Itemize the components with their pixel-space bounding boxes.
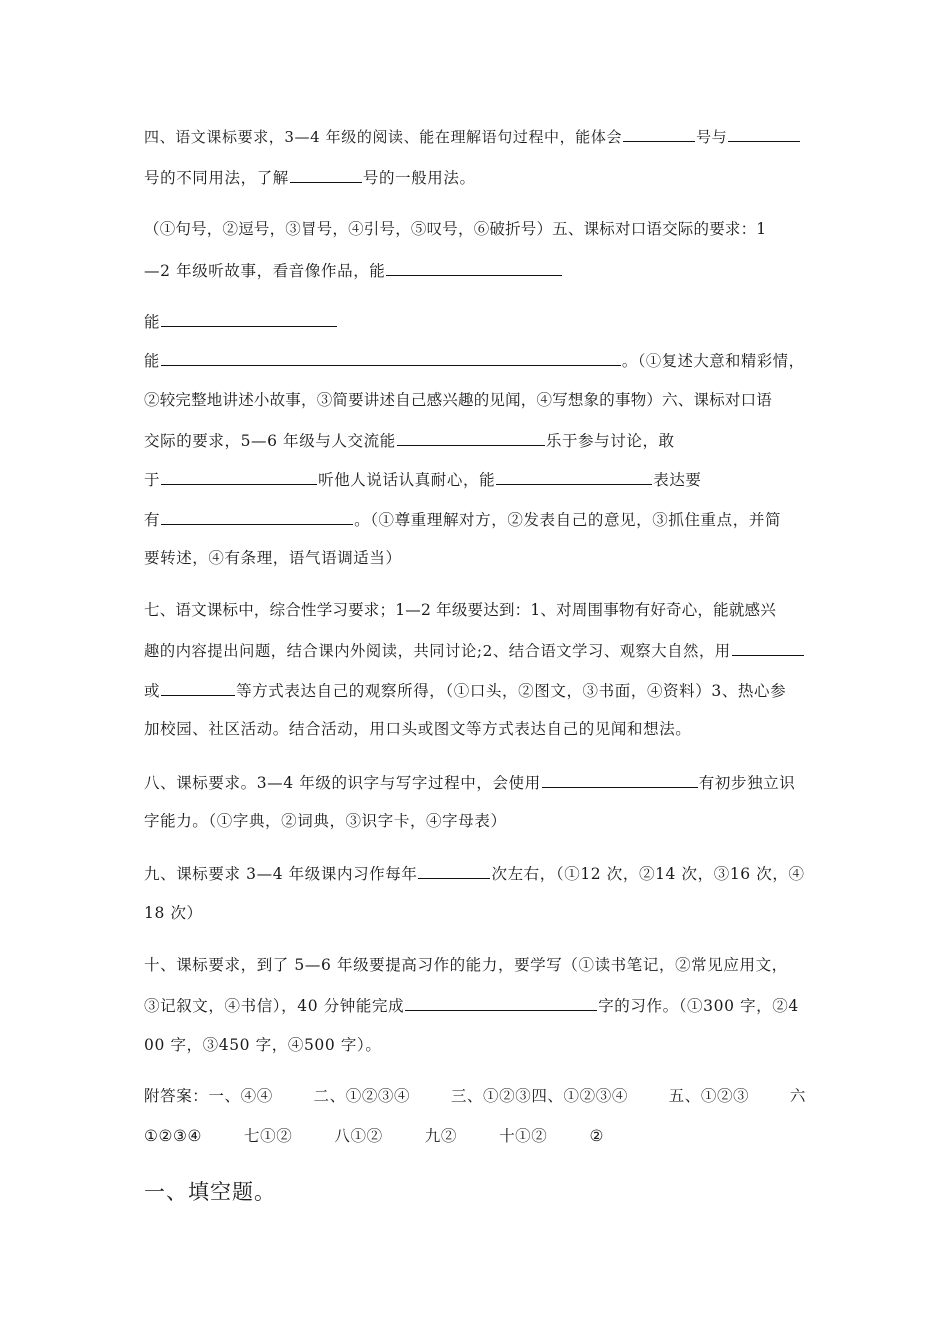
q5-line-3 bbox=[144, 311, 806, 332]
answer-item: ①②③④ bbox=[144, 1127, 202, 1145]
text: 有初步独立识 bbox=[698, 774, 796, 792]
q4-line-1 bbox=[144, 126, 806, 147]
text: 交际的要求，5—6 年级与人交流能 bbox=[144, 432, 396, 450]
text: 。（①尊重理解对方，②发表自己的意见，③抓住重点，并简 bbox=[354, 511, 782, 529]
q5-line-2 bbox=[144, 260, 806, 281]
text: 表达要 bbox=[653, 471, 702, 489]
answer-blank bbox=[161, 509, 353, 525]
answer-item: 二、①②③④ bbox=[313, 1087, 411, 1105]
q5-line-5: ②较完整地讲述小故事，③简要讲述自己感兴趣的见闻，④写想象的事物）六、课标对口语 bbox=[144, 391, 773, 409]
answer-blank bbox=[161, 680, 235, 696]
section-heading: 一、填空题。 bbox=[144, 1180, 276, 1204]
text: 乐于参与讨论，敢 bbox=[545, 432, 675, 450]
text: 四、语文课标要求，3—4 年级的阅读、能在理解语句过程中，能体会 bbox=[144, 128, 623, 146]
text: 或 bbox=[144, 682, 161, 700]
q6-line-2 bbox=[144, 469, 806, 490]
answer-item: ② bbox=[589, 1127, 604, 1145]
q8-line-2: 字能力。（①字典，②词典，③识字卡，④字母表） bbox=[144, 812, 507, 830]
answer-item: 五、①②③ bbox=[668, 1087, 750, 1105]
answer-blank bbox=[732, 640, 804, 656]
answer-blank bbox=[418, 863, 490, 879]
q7-line-4: 加校园、社区活动。结合活动，用口头或图文等方式表达自己的见闻和想法。 bbox=[144, 720, 692, 738]
answer-blank bbox=[161, 350, 621, 366]
answer-item: 附答案：一、④④ bbox=[144, 1087, 273, 1105]
text: 等方式表达自己的观察所得，（①口头，②图文，③书面，④资料）3、热心参 bbox=[236, 682, 787, 700]
q9-line-1 bbox=[144, 863, 806, 884]
q9-line-2: 18 次） bbox=[144, 904, 203, 922]
text: 听他人说话认真耐心，能 bbox=[318, 471, 496, 489]
q6-line-4: 要转述，④有条理，语气语调适当） bbox=[144, 549, 402, 567]
q10-line-2 bbox=[144, 995, 806, 1016]
answer-item: 六 bbox=[789, 1087, 806, 1105]
answer-blank bbox=[496, 469, 652, 485]
answer-item: 九② bbox=[424, 1127, 457, 1145]
text: 能 bbox=[144, 313, 161, 331]
answer-blank bbox=[161, 469, 317, 485]
q4-line-2 bbox=[144, 167, 806, 188]
text: 号的不同用法，了解 bbox=[144, 169, 289, 187]
text: 九、课标要求 3—4 年级课内习作每年 bbox=[144, 865, 418, 883]
answer-blank bbox=[386, 260, 562, 276]
answer-blank bbox=[397, 430, 545, 446]
text: 次左右，（①12 次，②14 次，③16 次，④ bbox=[491, 865, 805, 883]
text: 有 bbox=[144, 511, 161, 529]
answer-item: 三、①②③四、①②③④ bbox=[450, 1087, 628, 1105]
q7-line-2 bbox=[144, 640, 806, 661]
answer-blank bbox=[161, 311, 337, 327]
text: 。（①复述大意和精彩情， bbox=[621, 352, 805, 370]
q5-line-1: （①句号，②逗号，③冒号，④引号，⑤叹号，⑥破折号）五、课标对口语交际的要求：1 bbox=[144, 220, 767, 238]
q6-line-1 bbox=[144, 430, 806, 451]
answer-item: 七①② bbox=[244, 1127, 293, 1145]
q6-line-3 bbox=[144, 509, 806, 530]
q10-line-3: 00 字，③450 字，④500 字）。 bbox=[144, 1036, 382, 1054]
text: 号的一般用法。 bbox=[362, 169, 476, 187]
answer-blank bbox=[405, 995, 597, 1011]
answer-blank bbox=[542, 772, 698, 788]
answer-blank bbox=[290, 167, 362, 183]
answer-key-row-2 bbox=[144, 1126, 604, 1146]
text: 趣的内容提出问题，结合课内外阅读，共同讨论;2、结合语文学习、观察大自然，用 bbox=[144, 642, 731, 660]
answer-item: 八①② bbox=[334, 1127, 383, 1145]
text: —2 年级听故事，看音像作品，能 bbox=[144, 262, 386, 280]
q10-line-1: 十、课标要求，到了 5—6 年级要提高习作的能力，要学写（①读书笔记，②常见应用文， bbox=[144, 956, 788, 974]
answer-item: 十①② bbox=[499, 1127, 548, 1145]
answer-blank bbox=[623, 126, 695, 142]
q7-line-3 bbox=[144, 680, 806, 701]
q7-line-1: 七、语文课标中，综合性学习要求；1—2 年级要达到：1、对周围事物有好奇心，能就感兴 bbox=[144, 601, 776, 619]
answer-key-row-1 bbox=[144, 1086, 806, 1106]
text: ③记叙文，④书信），40 分钟能完成 bbox=[144, 997, 405, 1015]
text: 能 bbox=[144, 352, 160, 370]
q5-line-4 bbox=[144, 350, 806, 371]
q8-line-1 bbox=[144, 772, 806, 793]
text: 八、课标要求。3—4 年级的识字与写字过程中，会使用 bbox=[144, 774, 541, 792]
text: 字的习作。（①300 字，②4 bbox=[598, 997, 799, 1015]
text: 号与 bbox=[696, 128, 728, 146]
text: 于 bbox=[144, 471, 161, 489]
answer-blank bbox=[728, 126, 800, 142]
